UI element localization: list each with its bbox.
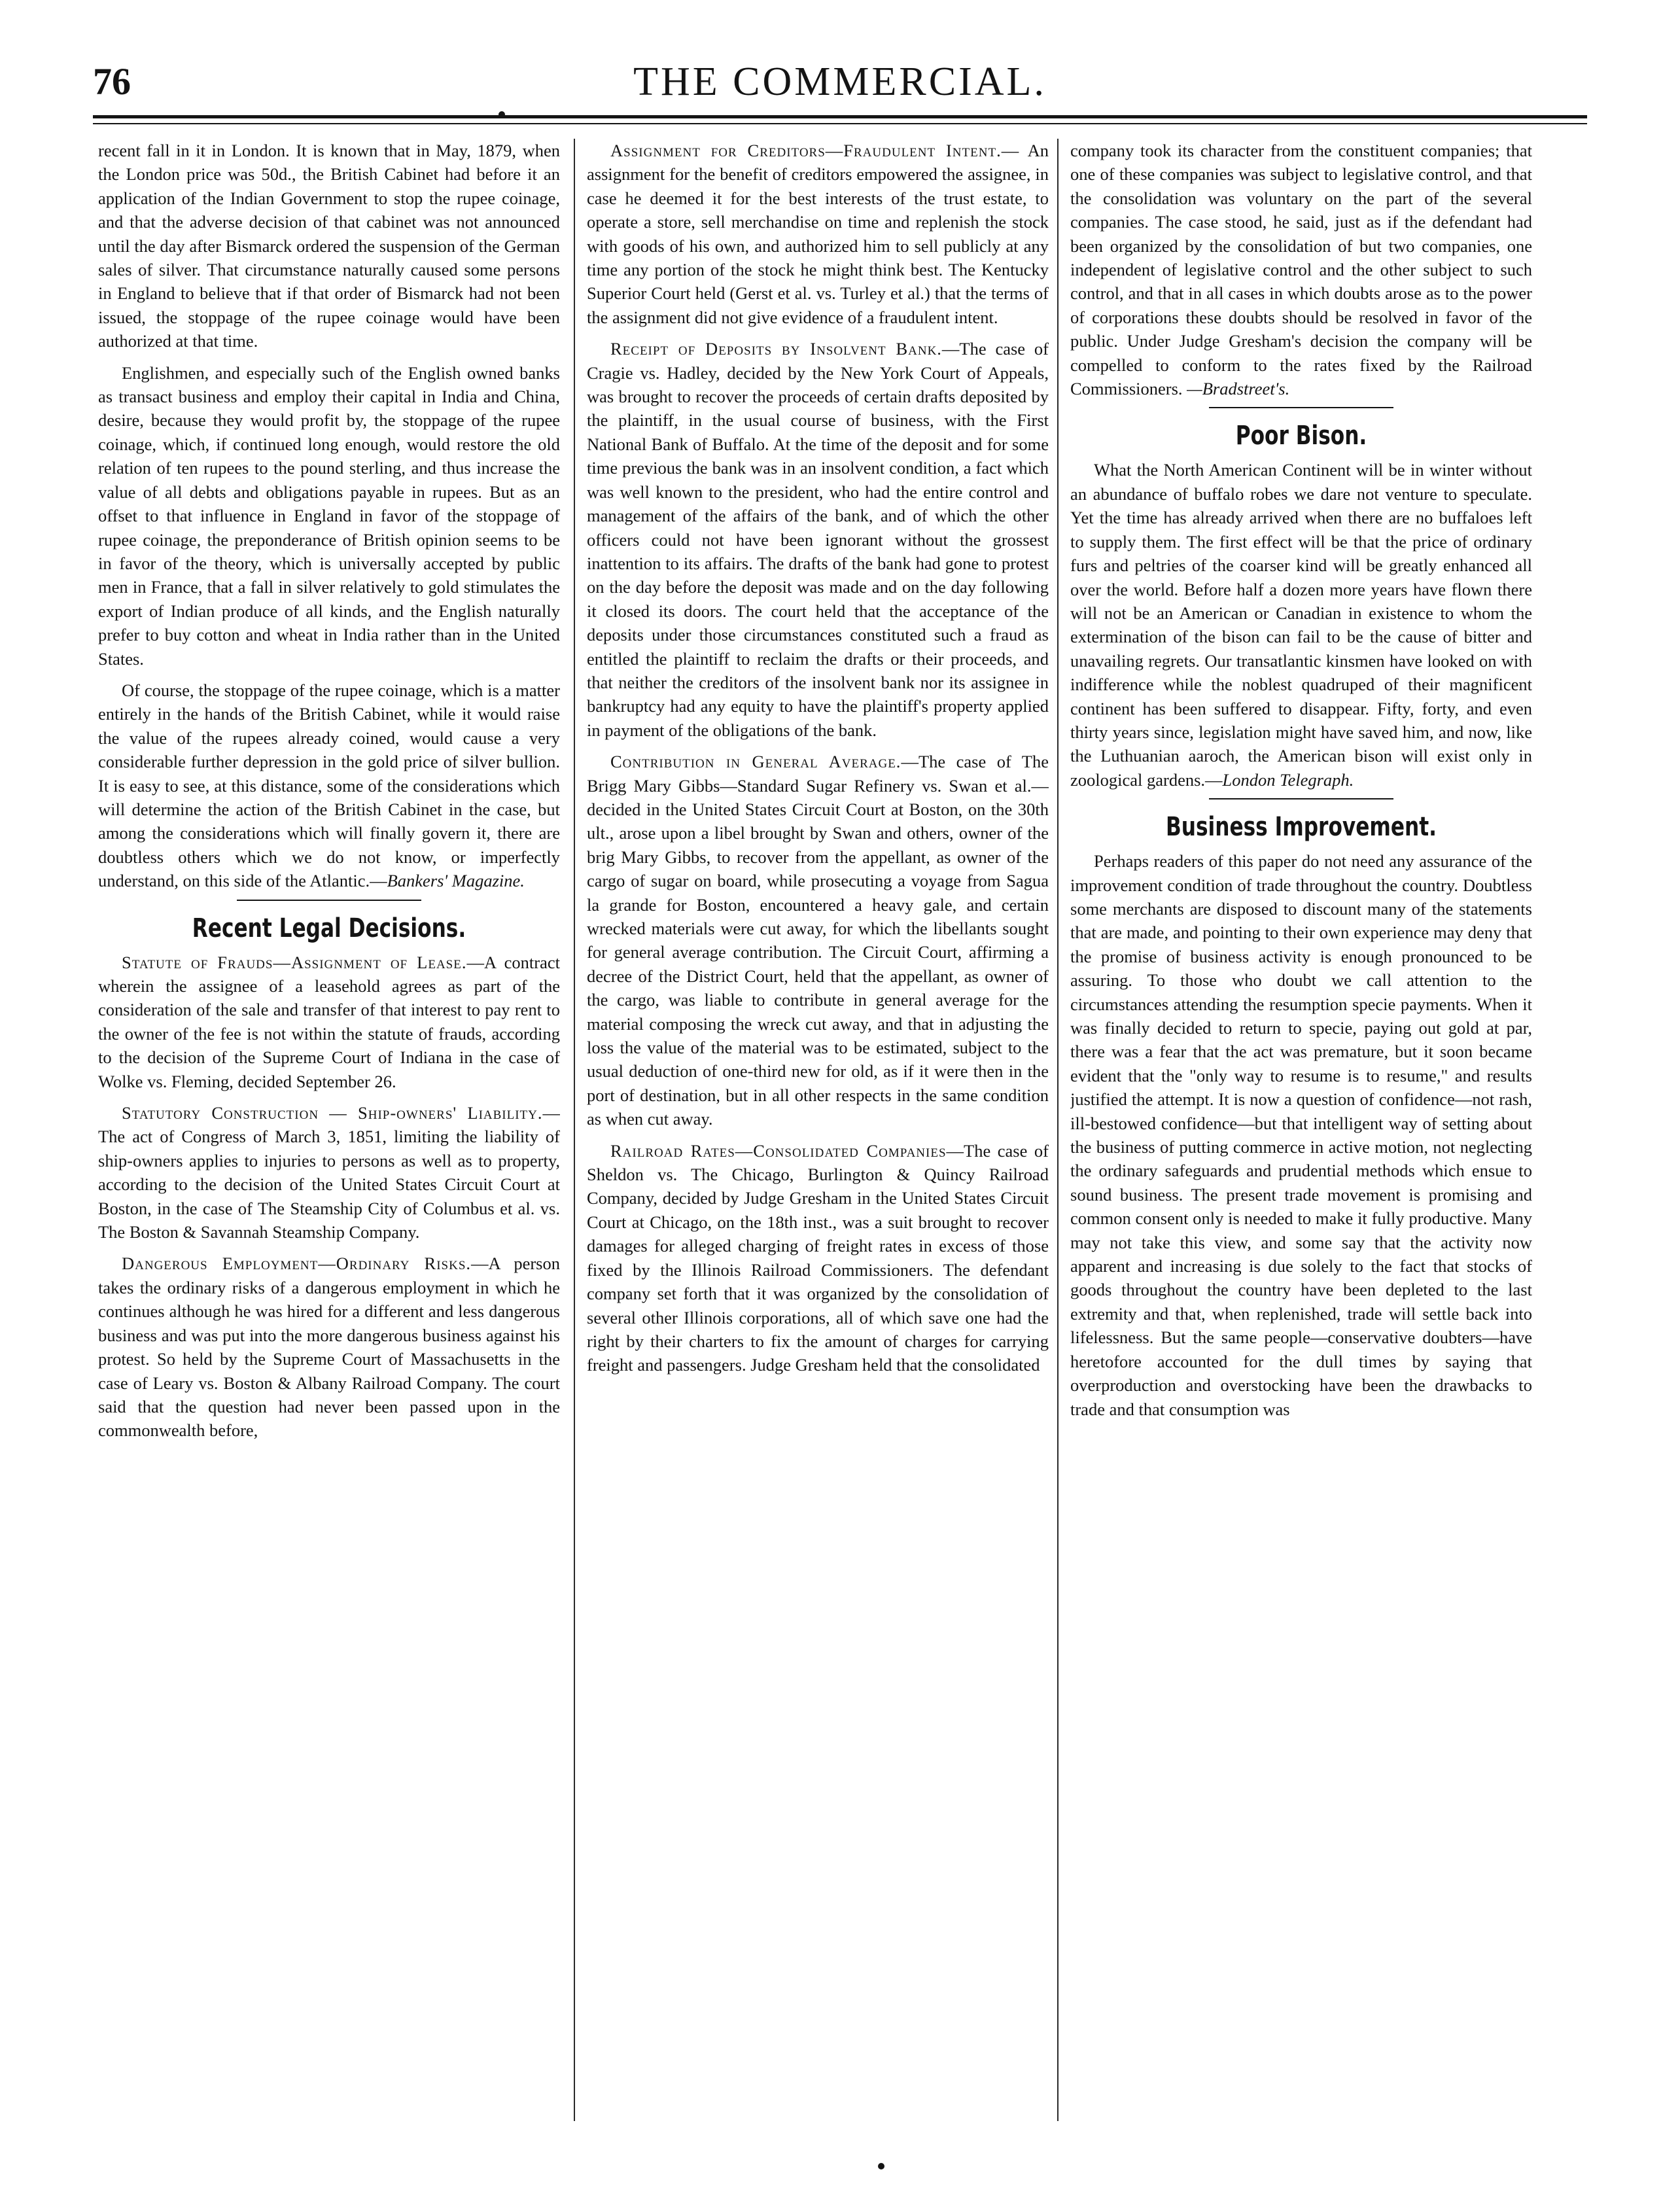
source-credit: —Bradstreet's. <box>1187 379 1290 399</box>
legal-item-body: —The case of Sheldon vs. The Chicago, Burlington & Quincy Railroad Company, decided by Judge Gresham in the United States Circuit Court at Chicago, on the 18th inst., was a suit brought to recover damages for alleged charging of freight rates in excess of those fixed by the Illinois Railroad Commissioners. The defendant company set forth that it was organized by the consolidation of several other Illinois corporations, all of which save one had the right by their charters to fix the amount of charges for carrying freight and passengers. Judge Gresham held that the consolidated <box>587 1140 1049 1375</box>
article-paragraph: recent fall in it in London. It is known that in May, 1879, when the London price was 50d., the British Cabinet had before it an application of the Indian Government to stop the rupee coinage, and that the adverse decision of that cabinet was not announced until the day after Bismarck ordered the suspension of the German sales of silver. That circumstance naturally caused some persons in England to believe that if that order of Bismarck had not been issued, the stoppage of the rupee coinage would have been authorized at that time. <box>98 141 560 351</box>
column-right <box>1070 139 1532 2134</box>
legal-item-heading: Statute of Frauds—Assignment of Lease. <box>122 952 467 972</box>
legal-item-heading: Railroad Rates—Consolidated Companies <box>610 1140 947 1161</box>
legal-item-heading: Contribution in General Average. <box>610 752 901 772</box>
section-divider <box>1070 792 1532 806</box>
source-credit: Bankers' Magazine. <box>387 871 525 891</box>
legal-item-body: —The act of Congress of March 3, 1851, limiting the liability of ship-owners applies to injuries to persons as well as to property, according to the decision of the United States Circuit Court at Boston, in the case of The Steamship City of Columbus et al. vs. The Boston & Savannah Steamship Company. <box>98 1103 560 1242</box>
column-left <box>98 139 560 2134</box>
legal-item <box>98 1252 560 1442</box>
legal-item <box>98 1101 560 1244</box>
article-paragraph <box>1070 458 1532 792</box>
section-headline: Poor Bison. <box>1235 421 1367 451</box>
legal-item <box>587 750 1049 1131</box>
legal-item <box>587 1139 1049 1377</box>
legal-item-body: —The case of Cragie vs. Hadley, decided by the New York Court of Appeals, was brought to recover the proceeds of certain drafts deposited by the plaintiff, in the usual course of business, with the First National Bank of Buffalo. At the time of the deposit and for some time previous the bank was in an insolvent condition, a fact which was well known to the president, who had the entire control and management of the affairs of the bank, and of which the other officers could not have been ignorant without the grossest inattention to its affairs. The drafts of the bank had gone to protest on the day before the deposit was made and on the day following it closed its doors. The court held that the acceptance of the deposits under those circumstances constituted such a fraud as entitled the plaintiff to reclaim the drafts or their proceeds, and that neither the creditors of the insolvent bank nor its assignee in bankruptcy had any equity to have the plaintiff's property applied in payment of the obligations of the bank. <box>587 339 1049 740</box>
newspaper-title: THE COMMERCIAL. <box>633 60 1047 104</box>
legal-item <box>587 139 1049 329</box>
legal-item-body: —A contract wherein the assignee of a leasehold agrees as part of the consideration of the sale and transfer of that interest to pay rent to the owner of the fee is not within the statute of frauds, according to the decision of the Supreme Court of Indiana in the case of Wolke vs. Fleming, decided September 26. <box>98 952 560 1091</box>
article-paragraph: Perhaps readers of this paper do not need any assurance of the improvement condition of trade throughout the country. Doubtless some merchants are disposed to discount many of the statements that are made, and pointing to their own experience may deny that the promise of business activity is enough pronounced to be assuring. To those who doubt we call attention to the circumstances attending the resumption specie payments. When it was finally decided to return to specie, paying out gold at par, there was a fear that the act was premature, but it soon became evident that the "only way to resume is to resume," and results justified the attempt. It is now a question of confidence—not rash, ill-bestowed confidence—but that intelligent way of setting about the business of putting commerce in active motion, not neglecting the ordinary safeguards and prudential methods which ensue to sound business. The present trade movement is promising and common consent only is needed to make it fully productive. Many may not take this view, and some say that the activity now apparent and increasing is due solely to the fact that stocks of goods throughout the country have been depleted to the last extremity and that, when replenished, trade will settle back into lifelessness. But the same people—conservative doubters—have heretofore accounted for the dull times by saying that overproduction and overstocking have been the drawbacks to trade and that consumption was <box>1070 851 1532 1419</box>
legal-item-heading: Receipt of Deposits by Insolvent Bank. <box>610 339 942 359</box>
legal-item-body: —The case of The Brigg Mary Gibbs—Standard Sugar Refinery vs. Swan et al.—decided in the United States Circuit Court at Boston, on the 30th ult., arose upon a libel brought by Swan and others, owner of the brig Mary Gibbs, to recover from the appellant, as owner of the cargo of sugar on board, while prosecuting a voyage from Sagua la grande for Boston, encountered a heavy gale, and certain wrecked materials were cut away, for which the libellants sought for general average contribution. The Circuit Court, affirming a decree of the District Court, held that the appellant, as owner of the cargo, was liable to contribute in general average for the material composing the wreck cut away, and that in adjusting the loss the value of the material was to be estimated, subject to the usual deduction of one-third new for old, as if it were then in the port of destination, but in all other respects in the same condition as when cut away. <box>587 752 1049 1129</box>
legal-item-body: — An assignment for the benefit of creditors empowered the assignee, in case he deemed it for the best interests of the trust estate, to operate a store, sell merchandise on time and replenish the stock with goods of his own, and authorized him to sell publicly at any time any portion of the stock he might think best. The Kentucky Superior Court held (Gerst et al. vs. Turley et al.) that the terms of the assignment did not give evidence of a fraudulent intent. <box>587 141 1049 327</box>
legal-item <box>98 951 560 1093</box>
page-number: 76 <box>93 60 131 103</box>
legal-item-heading: Dangerous Employment—Ordinary Risks. <box>122 1254 472 1274</box>
header-rule-thick <box>93 115 1587 118</box>
column-rule <box>1057 139 1059 2121</box>
article-paragraph <box>98 678 560 893</box>
source-credit: London Telegraph. <box>1222 769 1354 790</box>
legal-item <box>587 337 1049 742</box>
column-rule <box>574 139 575 2121</box>
column-middle <box>587 139 1049 2134</box>
section-headline: Recent Legal Decisions. <box>192 913 466 943</box>
section-headline: Business Improvement. <box>1165 812 1437 843</box>
paragraph-text: company took its character from the constituent companies; that one of these companies was subject to legislative control, and that the consolidation was voluntary on the part of the several companies. The case stood, he said, just as if the defendant had been organized by the consolidation of but two companies, one independent of legislative control and the other subject to such control, and that in all cases in which doubts arose as to the power of corporations these doubts should be resolved in favor of the public. Under Judge Gresham's decision the company will be compelled to conform to the rates fixed by the Railroad Commissioners. <box>1070 141 1532 399</box>
section-divider <box>1070 400 1532 415</box>
header-ornament-dot <box>499 111 505 118</box>
article-paragraph <box>1070 139 1532 400</box>
paragraph-text: Of course, the stoppage of the rupee coinage, which is a matter entirely in the hands of the British Cabinet, while it would raise the value of the rupees already coined, would cause a very considerable further depression in the gold price of silver bullion. It is easy to see, at this distance, some of the considerations which will determine the action of the British Cabinet in the case, but among the considerations which will finally govern it, there are doubtless others which we do not know, or imperfectly understand, on this side of the Atlantic.— <box>98 680 560 891</box>
section-divider <box>98 893 560 907</box>
paragraph-text: What the North American Continent will be in winter without an abundance of buffalo robes we dare not venture to speculate. Yet the time has already arrived when there are no buffaloes left to supply them. The first effect will be that the price of ordinary furs and peltries of the coarser kind will be greatly enhanced all over the world. Before half a dozen more years have flown there will not be an American or Canadian in existence to whom the extermination of the bison can fail to be the cause of bitter and unavailing regrets. Our transatlantic kinsmen have looked on with indifference while the noblest quadruped of their magnificent continent has been suffered to disappear. Fifty, forty, and even thirty years since, legislation might have saved him, and now, like the Luthuanian aaroch, the American bison will exist only in zoological gardens.— <box>1070 460 1532 790</box>
footer-ornament-dot <box>878 2163 884 2169</box>
legal-item-body: —A person takes the ordinary risks of a dangerous employment in which he continues although he was hired for a different and less dangerous business and was put into the more dangerous business against his protest. So held by the Supreme Court of Massachusetts in the case of Leary vs. Boston & Albany Railroad Company. The court said that the question had never been passed upon in the commonwealth before, <box>98 1254 560 1441</box>
header-rule-thin <box>93 123 1587 124</box>
legal-item-heading: Assignment for Creditors—Fraudulent Intent. <box>610 141 1002 160</box>
legal-item-heading: Statutory Construction — Ship-owners' Liability. <box>122 1103 543 1123</box>
article-paragraph: Englishmen, and especially such of the English owned banks as transact business and employ their capital in India and China, desire, because they would profit by, the stoppage of the rupee coinage, which, if continued long enough, would restore the old relation of ten rupees to the pound sterling, and thus increase the value of all debts and obligations payable in rupees. But as an offset to that influence in England in favor of the stoppage of rupee coinage, the preponderance of British opinion seems to be in favor of the theory, which is universally accepted by public men in France, that a fall in silver relatively to gold stimulates the export of Indian produce of all kinds, and the English naturally prefer to buy cotton and wheat in India rather than in the United States. <box>98 362 560 669</box>
masthead <box>93 59 1587 105</box>
